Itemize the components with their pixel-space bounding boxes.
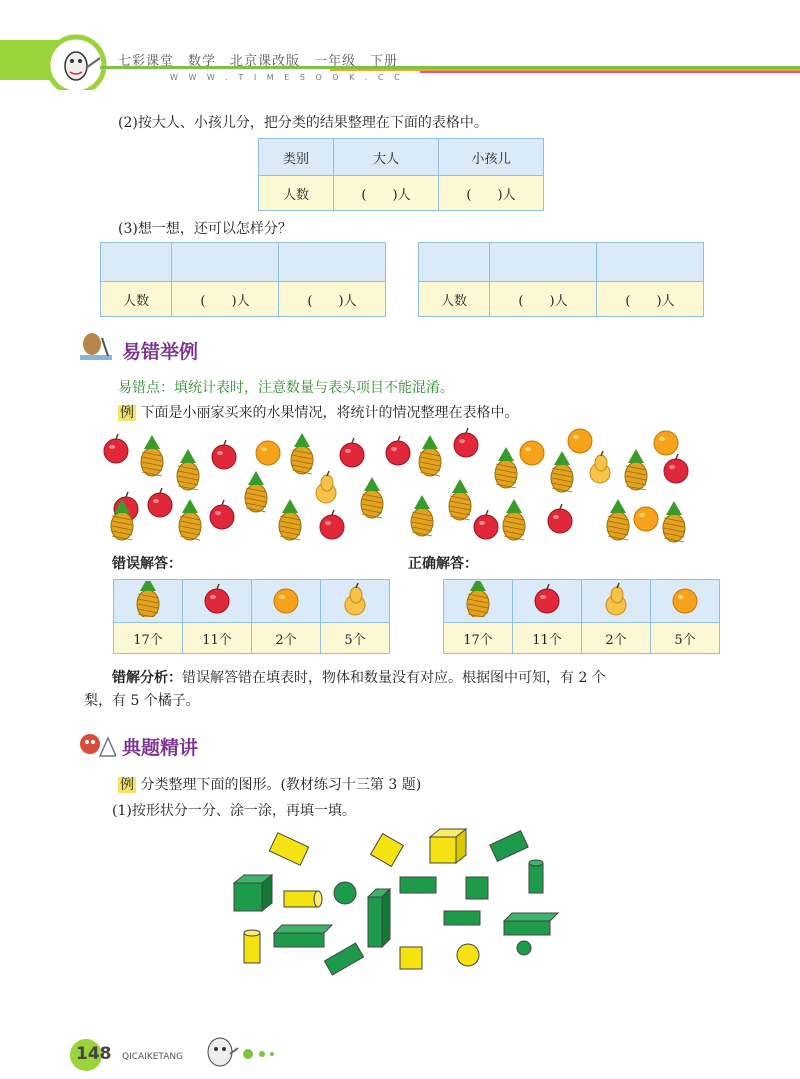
apple-icon	[664, 454, 688, 483]
header-url: W W W . T I M E S O O K . C C	[170, 73, 404, 82]
apple-icon	[454, 428, 478, 457]
orange-icon	[520, 441, 544, 465]
orange-icon	[634, 507, 658, 531]
fruit-illustration	[100, 427, 700, 549]
pineapple-icon	[503, 499, 525, 540]
pineapple-icon	[495, 447, 517, 488]
green-rect-1	[490, 831, 528, 862]
fruit-cell-orange	[252, 580, 321, 623]
fruit-cell-pineapple	[444, 580, 513, 623]
count-cell: 17个	[114, 623, 183, 654]
example-text: 下面是小丽家买来的水果情况，将统计的情况整理在表格中。	[140, 405, 519, 421]
analysis-label: 错解分析：	[112, 670, 182, 686]
yellow-square-1	[371, 834, 404, 867]
pear-icon	[340, 581, 370, 617]
pineapple-icon	[361, 477, 383, 518]
footer-mascot	[200, 1034, 300, 1074]
green-rect-2	[400, 877, 436, 893]
apple-icon	[320, 510, 344, 539]
count-cell: 2个	[252, 623, 321, 654]
yellow-cylinder-vertical	[244, 930, 260, 963]
pineapple-icon	[411, 495, 433, 536]
q3-table-left	[100, 242, 386, 317]
fruit-cell-pear	[582, 580, 651, 623]
orange-icon	[256, 441, 280, 465]
fruit-cell-apple	[513, 580, 582, 623]
yellow-rect-1	[269, 833, 308, 865]
apple-icon	[210, 500, 234, 529]
q3-header-cell[interactable]	[101, 243, 172, 282]
right-answer-label: 正确解答：	[408, 556, 478, 572]
q3-header-cell[interactable]	[597, 243, 704, 282]
pineapple-icon	[551, 451, 573, 492]
q3-header-cell[interactable]	[419, 243, 490, 282]
pineapple-icon	[133, 581, 163, 617]
q3-header-cell[interactable]	[490, 243, 597, 282]
mistakes-title: 易错举例	[122, 341, 199, 363]
apple-icon	[386, 436, 410, 465]
wrong-answer-table	[113, 579, 390, 654]
fruit-cell-pear	[321, 580, 390, 623]
q3-data-cell[interactable]: ( )人	[597, 282, 704, 317]
apple-icon	[148, 488, 172, 517]
apple-icon	[474, 510, 498, 539]
q3-text: (3)想一想，还可以怎样分？	[118, 221, 292, 237]
count-cell: 11个	[513, 623, 582, 654]
pineapple-icon	[663, 501, 685, 542]
pineapple-icon	[279, 499, 301, 540]
q2-header-cell: 小孩儿	[439, 139, 544, 176]
pineapple-icon	[449, 479, 471, 520]
pineapple-icon	[463, 581, 493, 617]
green-cube	[234, 875, 272, 911]
analysis	[112, 666, 732, 690]
analysis-text: 错误解答错在填表时，物体和数量没有对应。根据图中可知，有 2 个	[182, 670, 606, 686]
green-square-1	[466, 877, 488, 899]
classic-example	[118, 774, 421, 794]
apple-icon	[212, 440, 236, 469]
pineapple-icon	[291, 433, 313, 474]
apple-icon	[532, 581, 562, 617]
pear-icon	[316, 471, 336, 503]
footer-brand: QICAIKETANG	[122, 1052, 184, 1062]
yellow-square-2	[400, 947, 422, 969]
yellow-circle	[457, 944, 479, 966]
pear-icon	[601, 581, 631, 617]
pineapple-icon	[245, 471, 267, 512]
pineapple-icon	[141, 435, 163, 476]
apple-icon	[202, 581, 232, 617]
classic-sub-text: (1)按形状分一分、涂一涂，再填一填。	[112, 803, 356, 819]
q2-data-cell[interactable]: ( )人	[439, 176, 544, 211]
pineapple-icon	[419, 435, 441, 476]
orange-icon	[654, 431, 678, 455]
q3-header-cell[interactable]	[172, 243, 279, 282]
q2-text: (2)按大人、小孩儿分，把分类的结果整理在下面的表格中。	[118, 115, 488, 131]
example-tag: 例	[120, 777, 134, 793]
apple-icon	[104, 434, 128, 463]
pineapple-icon	[179, 499, 201, 540]
q3-data-cell[interactable]: ( )人	[172, 282, 279, 317]
right-answer-table	[443, 579, 720, 654]
q3-data-cell: 人数	[101, 282, 172, 317]
yellow-cylinder-horizontal	[284, 891, 322, 907]
q3-header-cell[interactable]	[279, 243, 386, 282]
mistakes-point: 易错点：填统计表时，注意数量与表头项目不能混淆。	[118, 380, 454, 396]
green-circle-2	[517, 941, 531, 955]
orange-icon	[670, 581, 700, 617]
pineapple-icon	[607, 499, 629, 540]
q3-data-cell[interactable]: ( )人	[490, 282, 597, 317]
count-cell: 11个	[183, 623, 252, 654]
count-cell: 5个	[321, 623, 390, 654]
q2-data-cell[interactable]: ( )人	[334, 176, 439, 211]
page-number: 148	[76, 1044, 112, 1064]
green-rect-4	[324, 943, 363, 975]
header-title: 七彩课堂 数学 北京课改版 一年级 下册	[118, 54, 399, 69]
fruit-cell-apple	[183, 580, 252, 623]
orange-icon	[271, 581, 301, 617]
green-circle-1	[334, 882, 356, 904]
yellow-cube	[430, 829, 466, 863]
count-cell: 17个	[444, 623, 513, 654]
mistakes-section-icon	[76, 330, 116, 364]
analysis-text-2: 梨，有 5 个橘子。	[84, 693, 200, 709]
pineapple-icon	[625, 449, 647, 490]
count-cell: 5个	[651, 623, 720, 654]
q3-table-right	[418, 242, 704, 317]
pear-icon	[590, 451, 610, 483]
green-cuboid-lying	[274, 925, 332, 947]
green-rect-3	[444, 911, 480, 925]
green-cylinder-1	[529, 860, 543, 893]
q3-data-cell: 人数	[419, 282, 490, 317]
classic-title: 典题精讲	[122, 737, 199, 759]
apple-icon	[548, 504, 572, 533]
example-tag: 例	[120, 405, 134, 421]
fruit-cell-orange	[651, 580, 720, 623]
green-cuboid-vertical	[368, 889, 390, 947]
q2-header-cell: 大人	[334, 139, 439, 176]
pineapple-icon	[177, 449, 199, 490]
green-cuboid-flat	[504, 913, 558, 935]
mistakes-example	[118, 402, 518, 422]
q3-data-cell[interactable]: ( )人	[279, 282, 386, 317]
classic-example-text: 分类整理下面的图形。(教材练习十三第 3 题)	[140, 777, 422, 793]
q2-table	[258, 138, 544, 211]
apple-icon	[340, 438, 364, 467]
wrong-answer-label: 错误解答：	[112, 556, 182, 572]
shapes-illustration	[228, 825, 568, 985]
q2-header-cell: 类别	[259, 139, 334, 176]
orange-icon	[568, 429, 592, 453]
classic-section-icon	[76, 728, 116, 760]
fruit-cell-pineapple	[114, 580, 183, 623]
count-cell: 2个	[582, 623, 651, 654]
q2-data-cell: 人数	[259, 176, 334, 211]
